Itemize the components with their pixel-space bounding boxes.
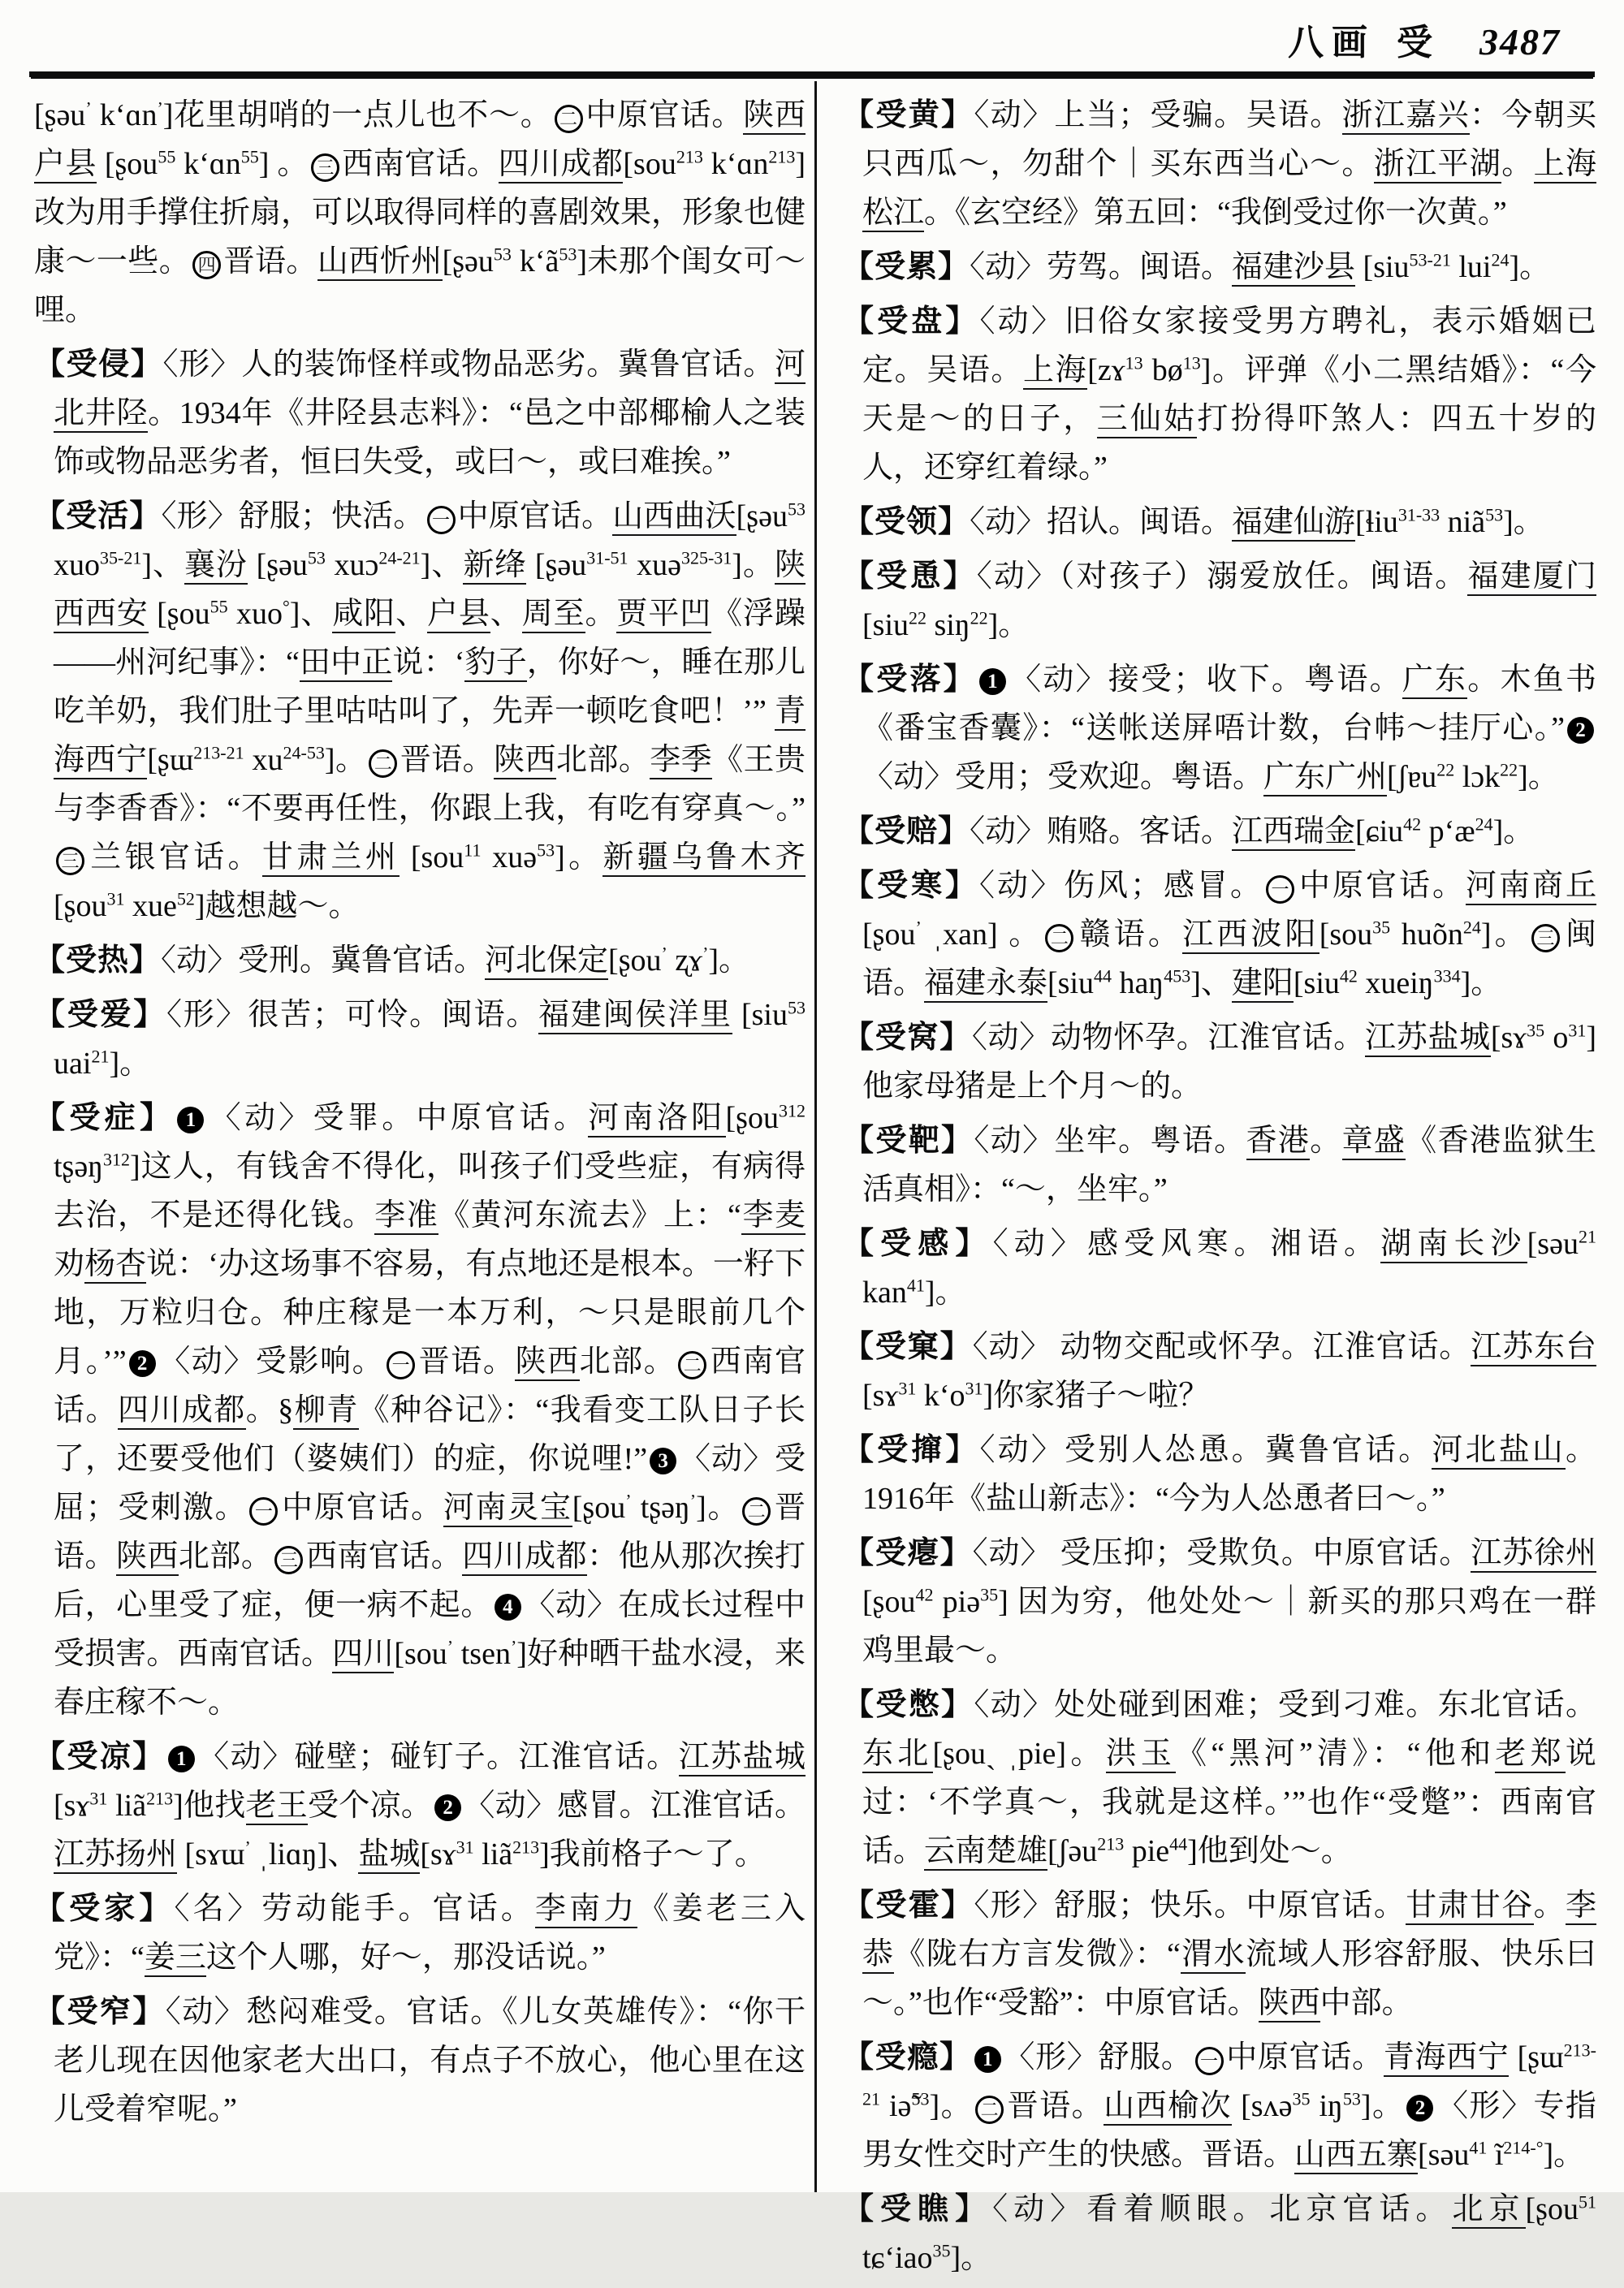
proper-noun: 福建沙县 — [1232, 250, 1355, 287]
tone-superscript: ’ — [915, 917, 922, 938]
proper-noun: 浙江平湖 — [1374, 147, 1501, 183]
tone-superscript: 53 — [1485, 504, 1504, 525]
proper-noun: 新疆乌鲁木齐 — [603, 840, 806, 877]
proper-noun: 老王 — [246, 1789, 309, 1825]
proper-noun: 江苏东台 — [1471, 1330, 1596, 1366]
dictionary-entry-受凉: 【受凉】 1 〈动〉碰壁；碰钉子。江淮官话。江苏盐城 [sɤ$^{31}$ liã$^{213}$]他找老王受个凉。 2 〈动〉感冒。江淮官话。江苏扬州 [sɤɯ’ ˌliɑŋ]、盐城[sɤ$^{31}$ liã$^{213}$]我前格子～了。 — [34, 1733, 806, 1879]
dialect-group-number: 二 — [742, 1497, 771, 1526]
proper-noun: 江苏扬州 — [54, 1837, 177, 1874]
dictionary-entry-受窠: 【受窠】〈动〉 动物交配或怀孕。江淮官话。江苏东台[sɤ$^{31}$ $k‘o^{31}$]你家猪子～啦？ — [843, 1330, 1596, 1413]
proper-noun: 柳青 — [293, 1393, 358, 1430]
dictionary-entry-受寒: 【受寒】〈动〉伤风；感冒。 一 中原官话。河南商丘[ʂou’ ˌxan] 。 二 赣语。江西波阳[sou$^{35}$ huõn$^{24}$]。 三 闽语。福建永泰[siu$^{44}$ haŋ$^{453}$]、建阳[siu$^{42}$ xueiŋ$^{334}$]。 — [843, 861, 1596, 1008]
entry-headword: 【受症】 — [34, 1101, 175, 1135]
proper-noun: 周至 — [522, 597, 585, 633]
proper-noun: 建阳 — [1232, 966, 1294, 1003]
proper-noun: 李季 — [650, 743, 712, 779]
dictionary-entry-受落: 【受落】 1 〈动〉接受；收下。粤语。广东。木鱼书《番宝香囊》：“送帐送屏唔计数，台帏～挂厅心。” 2〈动〉受用；受欢迎。粤语。广东广州[ʃɐu$^{22}$ lɔk$^{22}$]。 — [843, 655, 1596, 801]
entry-headword: 【受凉】 — [34, 1740, 166, 1774]
proper-noun: 上海 — [1023, 353, 1087, 390]
tone-superscript: 31 — [1568, 1020, 1587, 1041]
proper-noun: 河北盐山 — [1432, 1433, 1566, 1470]
proper-noun: 福建厦门 — [1467, 559, 1596, 596]
section-label: 八画 — [1288, 23, 1376, 63]
proper-noun: 广东 — [1402, 663, 1467, 699]
proper-noun: 河南灵宝 — [443, 1491, 572, 1527]
dictionary-entry-受症: 【受症】 1 〈动〉受罪。中原官话。河南洛阳[ʂou$^{312}$ tʂəŋ$^{312}$]这人，有钱舍不得化，叫孩子们受些症，有病得去治，不是还得化钱。李准《黄河东流去》上：“李麦劝杨杏说：‘办这场事不容易，有点地还是根本。一籽下地，万粒归仓。种庄稼是一本万利，～只是眼前几个月。’” 2 〈动〉受影响。 一 晋语。陕西北部。 二 西南官话。四川成都。§柳青《种谷记》：“我看变工队日子长了，还要受他们（婆姨们）的症，你说哩!” 3 〈动〉受屈；受刺激。 一 中原官话。河南灵宝[ʂou’ tʂəŋ’]。 二 晋语。陕西北部。 三 西南官话。四川成都：他从那次挨打后，心里受了症，便一病不起。 4 〈动〉在成长过程中受损害。西南官话。四川[sou’ tsen’]好种晒干盐水浸，来春庄稼不～。 — [34, 1100, 806, 1720]
proper-noun: 章盛 — [1342, 1124, 1406, 1160]
tone-superscript: 453 — [1164, 965, 1191, 986]
tone-superscript: 213 — [512, 1837, 540, 1858]
dictionary-entry-受感: 【受感】〈动〉感受风寒。湘语。湖南长沙[səu$^{21}$ kan$^{41}$]。 — [843, 1226, 1596, 1310]
proper-noun: 洪玉 — [1106, 1737, 1177, 1773]
tone-superscript: 42 — [1339, 965, 1358, 986]
tone-superscript: 213 — [1097, 1833, 1125, 1854]
tone-superscript: 213-21 — [193, 742, 244, 763]
tone-superscript: 22 — [909, 607, 926, 628]
proper-noun: 四川 — [332, 1637, 394, 1673]
tone-superscript: 334 — [1433, 965, 1461, 986]
dialect-group-number: 二 — [1045, 924, 1073, 952]
entry-headword: 【受赔】 — [843, 814, 970, 848]
sense-number: 2 — [129, 1350, 156, 1377]
proper-noun: 江西瑞金 — [1232, 814, 1355, 851]
dictionary-entry-受恿: 【受恿】〈动〉（对孩子）溺爱放任。闽语。福建厦门[siu$^{22}$ siŋ$^{22}$]。 — [843, 559, 1596, 642]
entry-headword: 【受窝】 — [843, 1021, 972, 1055]
dialect-group-number: 二 — [555, 105, 583, 133]
tone-superscript: 13 — [1182, 352, 1201, 373]
proper-noun: 河南洛阳 — [588, 1101, 725, 1138]
sense-number: 2 — [434, 1794, 461, 1821]
tone-superscript: ’ — [157, 97, 163, 119]
proper-noun: 浙江嘉兴 — [1342, 98, 1470, 135]
tone-superscript: 53 — [787, 997, 806, 1018]
proper-noun: 湖南长沙 — [1380, 1227, 1527, 1263]
dictionary-entry-受靶: 【受靶】〈动〉坐牢。粤语。香港。章盛《香港监狱生活真相》：“～，坐牢。” — [843, 1124, 1596, 1207]
tone-superscript: 35 — [932, 2240, 951, 2261]
dictionary-entry-受霍: 【受霍】〈形〉舒服；快乐。中原官话。甘肃甘谷。李恭《陇右方言发微》：“渭水流域人形容舒服、快乐曰～。”也作“受豁”：中原官话。陕西中部。 — [843, 1881, 1596, 2027]
tone-superscript: 213 — [676, 146, 703, 167]
entry-headword: 【受撺】 — [843, 1433, 980, 1467]
tone-superscript: 41 — [1469, 2137, 1488, 2158]
dictionary-entry-受撺: 【受撺】〈动〉受别人怂恿。冀鲁官话。河北盐山。1916年《盐山新志》：“今为人怂恿者曰～。” — [843, 1433, 1596, 1516]
tone-superscript: 53 — [559, 244, 577, 265]
sense-number: 1 — [168, 1746, 195, 1772]
proper-noun: 李准 — [374, 1198, 438, 1235]
entry-headword: 【受恿】 — [843, 559, 977, 594]
proper-noun: 陕西西安 — [54, 548, 806, 633]
entry-headword: 【受黄】 — [843, 98, 974, 132]
dialect-group-number: 二 — [975, 2096, 1004, 2124]
tone-superscript: ’ — [85, 97, 92, 119]
tone-superscript: 31 — [965, 1378, 983, 1399]
tone-superscript: 35-21 — [100, 547, 142, 568]
column-right — [843, 91, 1596, 2288]
tone-superscript: 53 — [537, 840, 555, 861]
tone-superscript: 213 — [768, 146, 796, 167]
tone-superscript: 53 — [493, 244, 512, 265]
proper-noun: 四川成都 — [118, 1393, 246, 1430]
proper-noun: 河南商丘 — [1466, 869, 1596, 905]
proper-noun: 李麦 — [741, 1198, 806, 1235]
entry-headword: 【受感】 — [843, 1227, 993, 1261]
dialect-group-number: 三 — [56, 847, 84, 875]
tone-superscript: 31 — [898, 1378, 917, 1399]
proper-noun: 青海西宁 — [54, 694, 806, 779]
entry-headword: 【受家】 — [34, 1892, 175, 1926]
proper-noun: 李南力 — [535, 1892, 637, 1928]
proper-noun: 河北保定 — [485, 943, 608, 980]
dialect-group-number: 一 — [427, 506, 456, 534]
tone-superscript: 51 — [1578, 2191, 1596, 2212]
proper-noun: 贾平凹 — [616, 597, 711, 633]
tone-superscript: 44 — [1094, 965, 1112, 986]
tone-superscript: ° — [282, 596, 290, 617]
entry-headword: 【受寒】 — [843, 869, 979, 903]
sense-number: 3 — [650, 1448, 676, 1474]
tone-superscript: 53-21 — [1409, 249, 1451, 270]
tone-superscript: 11 — [464, 840, 482, 861]
proper-noun: 广东广州 — [1263, 760, 1387, 796]
tone-superscript: 312 — [103, 1149, 131, 1170]
proper-noun: 山西曲沃 — [612, 499, 736, 536]
entry-headword: 【受落】 — [843, 663, 977, 697]
proper-noun: 福建仙游 — [1232, 505, 1355, 542]
tone-superscript: 22 — [1436, 759, 1455, 780]
dialect-group-number: 二 — [678, 1351, 706, 1379]
dictionary-entry-受领: 【受领】〈动〉招认。闽语。福建仙游[ɬiu$^{31-33}$ niã$^{53}$]。 — [843, 498, 1596, 546]
proper-noun: 陕西 — [1259, 1986, 1320, 2023]
sense-number: 2 — [1406, 2095, 1433, 2122]
tone-superscript: 53 — [787, 499, 806, 520]
entry-headword: 【受霍】 — [843, 1889, 974, 1923]
proper-noun: 福建永泰 — [924, 966, 1047, 1003]
tone-superscript: 325-31 — [680, 547, 732, 568]
tone-superscript: 35 — [1372, 917, 1391, 938]
tone-superscript: 55 — [158, 146, 176, 167]
tone-superscript: 24-21 — [378, 547, 421, 568]
proper-noun: 渭水 — [1181, 1937, 1246, 1974]
proper-noun: 姜三 — [145, 1940, 206, 1977]
dictionary-entry-受侵: 【受侵】〈形〉人的装饰怪样或物品恶劣。冀鲁官话。河北井陉。1934年《井陉县志料》：“邑之中部椰榆人之装饰或物品恶劣者，恒曰失受，或曰～，或曰难挨。” — [34, 348, 806, 479]
tone-superscript: 44 — [1169, 1833, 1188, 1854]
tone-superscript: 52 — [176, 888, 195, 909]
proper-noun: 襄汾 — [184, 548, 248, 585]
entry-headword: 【受瘪】 — [843, 1536, 973, 1570]
dictionary-entry-受瘪: 【受瘪】〈动〉 受压抑；受欺负。中原官话。江苏徐州[ʂou$^{42}$ piə$^{35}$] 因为穷，他处处～｜新买的那只鸡在一群鸡里最～。 — [843, 1536, 1596, 1668]
dictionary-entry-受瞧: 【受瞧】〈动〉看着顺眼。北京官话。北京[ʂou$^{51}$ tɕ‘iao$^{35}$]。 — [843, 2191, 1596, 2275]
entry-headword: 【受窄】 — [34, 1995, 166, 2029]
tone-superscript: 24 — [1462, 917, 1481, 938]
tone-superscript: 22 — [970, 607, 988, 628]
dictionary-entry-受瘾: 【受瘾】 1 〈形〉舒服。 一 中原官话。青海西宁 [ʂɯ$^{213-21}$ iə̃$^{53}$]。 二 晋语。山西榆次 [sʌə$^{35}$ $iŋ^{53}$]。 2 〈形〉专指男女性交时产生的快感。晋语。山西五寨[səu$^{41}$ $ĩ^{214-^\circ}$]。 — [843, 2033, 1596, 2179]
dictionary-entry-受活: 【受活】〈形〉舒服；快活。 一 中原官话。山西曲沃[ʂəu$^{53}$ xuo$^{35-21}$]、襄汾 [ʂəu$^{53}$ xuɔ$^{24-21}$]、新绛 [ʂəu$^{31-51}$ xuə$^{325-31}$]。陕西西安 [ʂou$^{55}$ xuo°]、咸阳、户县、周至。贾平凹《浮躁——州河纪事》：“田中正说：‘豹子，你好～，睡在那儿吃羊奶，我们肚子里咕咕叫了，先弄一顿吃食吧！’” 青海西宁[ʂɯ$^{213-21}$ $xu^{24-53}$]。 二 晋语。陕西北部。李季《王贵与李香香》：“不要再任性，你跟上我，有吃有穿真～。”三 兰银官话。甘肃兰州 [sou$^{11}$ xuə$^{53}$]。新疆乌鲁木齐 [ʂou$^{31}$ xue$^{52}$]越想越～。 — [34, 499, 806, 923]
dictionary-entry-受憋: 【受憋】〈动〉处处碰到困难；受到刁难。东北官话。东北[ʂouˎ ˌpie]。洪玉《“黑河”清》：“他和老郑说过：‘不学真～，我就是这样。’”也作“受蹩”：西南官话。云南楚雄[ʃəu$^{213}$ pie$^{44}$]他到处～。 — [843, 1681, 1596, 1876]
tone-superscript: 213 — [146, 1788, 174, 1809]
proper-noun: 新绛 — [463, 548, 526, 585]
tone-superscript: 41 — [906, 1275, 925, 1296]
dictionary-entry-continuation: [ʂəu’ k‘ɑn’]花里胡哨的一点儿也不～。 二 中原官话。陕西户县 [ʂou$^{55}$ k‘ɑn$^{55}$] 。 三 西南官话。四川成都[sou$^{213}$ k‘ɑn$^{213}$] 改为用手撑住折扇，可以取得同样的喜剧效果，形象也健康～一些。 四 晋语。山西忻州[ʂəu$^{53}$ $k‘ã^{53}$]未那个闺女可～哩。 — [34, 97, 806, 327]
dictionary-entry-受爱: 【受爱】〈形〉很苦；可怜。闽语。福建闽侯洋里 [siu$^{53}$ uai$^{21}$]。 — [34, 997, 806, 1081]
tone-superscript: 31 — [106, 888, 125, 909]
entry-headword: 【受爱】 — [34, 998, 167, 1032]
proper-noun: 户县 — [427, 597, 490, 633]
tone-superscript: 24 — [1475, 814, 1493, 835]
column-left — [34, 91, 806, 2139]
tone-superscript: 55 — [209, 596, 228, 617]
tone-superscript: ’ — [244, 1837, 251, 1858]
proper-noun: 香港 — [1246, 1124, 1311, 1160]
dictionary-entry-受累: 【受累】〈动〉劳驾。闽语。福建沙县 [siu$^{53-21}$ lui$^{24}$]。 — [843, 243, 1596, 291]
proper-noun: 上海松江 — [862, 147, 1596, 232]
header-rule — [29, 71, 1595, 77]
proper-noun: 陕西 — [116, 1539, 179, 1576]
entry-headword: 【受靶】 — [843, 1124, 974, 1158]
dictionary-entry-受盘: 【受盘】〈动〉旧俗女家接受男方聘礼，表示婚姻已定。吴语。上海[zɤ$^{13}$ $bø^{13}$]。评弹《小二黑结婚》：“今天是～的日子，三仙姑打扮得吓煞人：四五十岁的人，还穿红着绿。” — [843, 304, 1596, 485]
entry-headword: 【受盘】 — [843, 304, 980, 339]
proper-noun: 山西五寨 — [1294, 2138, 1418, 2174]
proper-noun: 豹子 — [464, 645, 526, 682]
tone-superscript: 31 — [456, 1837, 474, 1858]
tone-superscript: ’ — [661, 943, 667, 964]
proper-noun: 山西榆次 — [1104, 2089, 1232, 2126]
tone-superscript: 31 — [89, 1788, 108, 1809]
dictionary-entry-受黄: 【受黄】〈动〉上当；受骗。吴语。浙江嘉兴：今朝买只西瓜～，勿甜个｜买东西当心～。浙江平湖。上海松江。《玄空经》第五回：“我倒受过你一次黄。” — [843, 91, 1596, 237]
dialect-group-number: 二 — [369, 749, 397, 778]
tone-superscript: 214-° — [1503, 2137, 1544, 2158]
tone-superscript: ’ — [510, 1636, 517, 1657]
tone-superscript: 31-33 — [1397, 504, 1440, 525]
entry-headword: 【受瘾】 — [843, 2040, 972, 2074]
proper-noun: 咸阳 — [332, 597, 395, 633]
tone-superscript: 21 — [1578, 1226, 1596, 1247]
proper-noun: 江西波阳 — [1182, 917, 1320, 954]
dialect-group-number: 三 — [274, 1546, 303, 1574]
page-header — [1288, 13, 1561, 65]
dictionary-entry-受窄: 【受窄】〈动〉愁闷难受。官话。《儿女英雄传》：“你干老儿现在因他家老大出口，有点子不放心，他心里在这儿受着窄呢。” — [34, 1995, 806, 2126]
proper-noun: 盐城 — [358, 1837, 420, 1874]
entry-headword: 【受侵】 — [34, 348, 163, 382]
proper-noun: 云南楚雄 — [924, 1834, 1047, 1871]
dictionary-entry-受家: 【受家】〈名〉劳动能手。官话。李南力《姜老三入党》：“姜三这个人哪，好～，那没话说。” — [34, 1884, 806, 1982]
proper-noun: 北京 — [1452, 2192, 1525, 2229]
proper-noun: 四川成都 — [499, 147, 624, 183]
head-character: 受 — [1397, 23, 1440, 63]
proper-noun: 田中正 — [300, 645, 393, 682]
entry-headword: 【受领】 — [843, 505, 970, 539]
tone-superscript: 42 — [1403, 814, 1422, 835]
page-number: 3487 — [1479, 21, 1561, 63]
tone-superscript: 35 — [1292, 2088, 1311, 2109]
proper-noun: 江苏盐城 — [679, 1740, 806, 1776]
tone-superscript: 42 — [915, 1584, 934, 1605]
tone-superscript: 35 — [980, 1584, 999, 1605]
proper-noun: 河北井陉 — [54, 348, 806, 433]
tone-superscript: 55 — [240, 146, 259, 167]
entry-headword: 【受活】 — [34, 499, 162, 533]
tone-superscript: ’ — [447, 1636, 454, 1657]
tone-superscript: 31-51 — [586, 547, 628, 568]
proper-noun: 杨杏 — [84, 1247, 146, 1284]
dictionary-entry-受赔: 【受赔】〈动〉贿赂。客话。江西瑞金[ɕiu$^{42}$ $p‘æ^{24}$]。 — [843, 807, 1596, 856]
proper-noun: 福建闽侯洋里 — [538, 998, 732, 1034]
proper-noun: 三仙姑 — [1097, 402, 1198, 438]
tone-superscript: 21 — [91, 1046, 110, 1067]
proper-noun: 四川成都 — [462, 1539, 587, 1576]
tone-superscript: 213-21 — [862, 2040, 1596, 2109]
dialect-group-number: 一 — [1266, 875, 1294, 904]
tone-superscript: 53 — [1342, 2088, 1361, 2109]
proper-noun: 青海西宁 — [1384, 2040, 1510, 2077]
sense-number: 1 — [974, 2046, 1001, 2073]
tone-superscript: ’ — [702, 943, 709, 964]
sense-number: 1 — [177, 1107, 204, 1133]
proper-noun: 山西忻州 — [317, 244, 443, 281]
sense-number: 2 — [1567, 717, 1594, 744]
proper-noun: 甘肃兰州 — [262, 840, 400, 877]
dialect-group-number: 三 — [1531, 924, 1560, 952]
tone-superscript: 13 — [1125, 352, 1143, 373]
dialect-group-number: 一 — [387, 1351, 415, 1379]
proper-noun: 老郑 — [1495, 1737, 1566, 1773]
tone-superscript: 24 — [1491, 249, 1510, 270]
sense-number: 1 — [979, 668, 1006, 695]
proper-noun: 李恭 — [862, 1889, 1596, 1974]
entry-headword: 【受窠】 — [843, 1330, 973, 1364]
proper-noun: 江苏徐州 — [1471, 1536, 1596, 1573]
entry-headword: 【受憋】 — [843, 1688, 974, 1722]
entry-headword: 【受瞧】 — [843, 2192, 993, 2226]
tone-superscript: 22 — [1500, 759, 1518, 780]
proper-noun: 江苏盐城 — [1365, 1021, 1491, 1057]
tone-superscript: 53 — [911, 2088, 930, 2109]
dialect-group-number: 一 — [1195, 2047, 1224, 2075]
dictionary-entry-受窝: 【受窝】〈动〉动物怀孕。江淮官话。江苏盐城[sɤ$^{35}$ $o^{31}$]他家母猪是上个月～的。 — [843, 1020, 1596, 1103]
tone-superscript: 53 — [307, 547, 326, 568]
proper-noun: 甘肃甘谷 — [1406, 1889, 1533, 1925]
proper-noun: 陕西 — [494, 743, 556, 779]
column-divider — [814, 81, 817, 2192]
tone-superscript: 312 — [778, 1100, 806, 1121]
tone-superscript: 24-53 — [283, 742, 325, 763]
dialect-group-number: 四 — [192, 251, 221, 279]
dialect-group-number: 一 — [249, 1497, 278, 1526]
entry-headword: 【受累】 — [843, 250, 970, 284]
dictionary-entry-受热: 【受热】〈动〉受刑。冀鲁官话。河北保定[ʂou’ ʐɤ’]。 — [34, 936, 806, 985]
proper-noun: 东北 — [862, 1737, 933, 1773]
dialect-group-number: 三 — [311, 153, 339, 182]
tone-superscript: ’ — [689, 1490, 697, 1511]
proper-noun: 陕西户县 — [34, 98, 806, 183]
proper-noun: 陕西 — [515, 1345, 579, 1381]
tone-superscript: ’ — [625, 1490, 632, 1511]
tone-superscript: 35 — [1527, 1020, 1545, 1041]
sense-number: 4 — [495, 1594, 521, 1621]
entry-headword: 【受热】 — [34, 943, 162, 978]
